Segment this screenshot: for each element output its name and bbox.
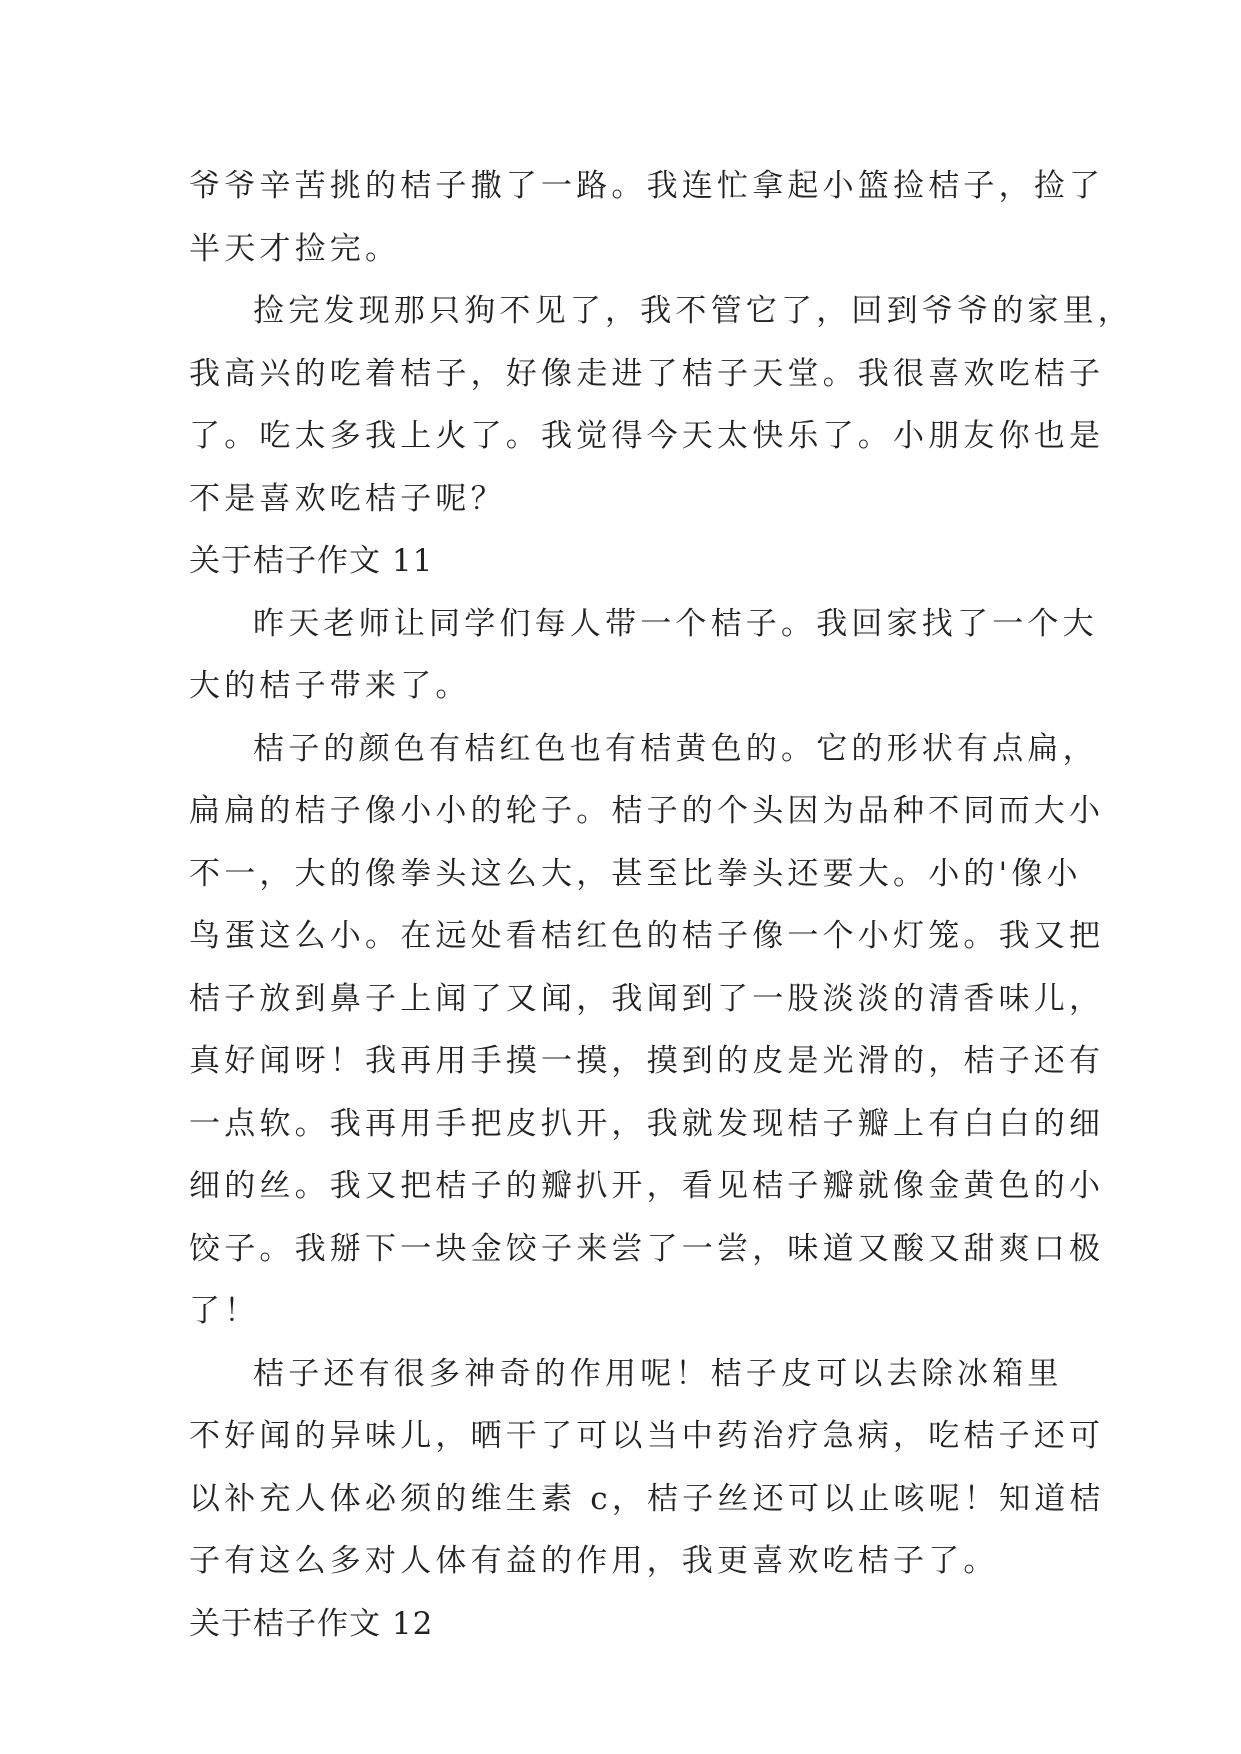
section-heading: 关于桔子作文 12 — [189, 1605, 434, 1642]
text-line: 爷爷辛苦挑的桔子撒了一路。我连忙拿起小篮捡桔子，捡了 — [189, 168, 1105, 204]
paragraph-start-line: 捡完发现那只狗不见了，我不管它了，回到爷爷的家里， — [253, 293, 1133, 329]
text-line: 子有这么多对人体有益的作用，我更喜欢吃桔子了。 — [189, 1543, 999, 1579]
text-line: 鸟蛋这么小。在远处看桔红色的桔子像一个小灯笼。我又把 — [189, 918, 1105, 954]
text-line: 半天才捡完。 — [189, 230, 401, 267]
text-line: 了！ — [189, 1293, 260, 1329]
text-line: 不好闻的异味儿，晒干了可以当中药治疗急病，吃桔子还可 — [189, 1418, 1105, 1454]
text-line: 以补充人体必须的维生素 c，桔子丝还可以止咳呢！知道桔 — [189, 1480, 1105, 1517]
text-line: 细的丝。我又把桔子的瓣扒开，看见桔子瓣就像金黄色的小 — [189, 1168, 1105, 1204]
text-line: 桔子放到鼻子上闻了又闻，我闻到了一股淡淡的清香味儿， — [189, 980, 1105, 1017]
text-line: 了。吃太多我上火了。我觉得今天太快乐了。小朋友你也是 — [189, 418, 1105, 454]
text-line: 大的桔子带来了。 — [189, 668, 471, 704]
text-line: 一点软。我再用手把皮扒开，我就发现桔子瓣上有白白的细 — [189, 1105, 1105, 1142]
text-line: 饺子。我掰下一块金饺子来尝了一尝，味道又酸又甜爽口极 — [189, 1230, 1105, 1267]
text-line: 不是喜欢吃桔子呢？ — [189, 480, 506, 517]
text-line: 不一，大的像拳头这么大，甚至比拳头还要大。小的'像小 — [189, 855, 1082, 892]
paragraph-start-line: 桔子还有很多神奇的作用呢！桔子皮可以去除冰箱里 — [253, 1355, 1063, 1392]
paragraph-start-line: 昨天老师让同学们每人带一个桔子。我回家找了一个大 — [253, 605, 1098, 642]
section-heading: 关于桔子作文 11 — [189, 543, 434, 579]
document-body — [189, 155, 1133, 1655]
text-line: 真好闻呀！我再用手摸一摸，摸到的皮是光滑的，桔子还有 — [189, 1043, 1105, 1079]
text-line: 扁扁的桔子像小小的轮子。桔子的个头因为品种不同而大小 — [189, 793, 1105, 829]
paragraph-start-line: 桔子的颜色有桔红色也有桔黄色的。它的形状有点扁， — [253, 730, 1098, 767]
text-line: 我高兴的吃着桔子，好像走进了桔子天堂。我很喜欢吃桔子 — [189, 355, 1105, 392]
